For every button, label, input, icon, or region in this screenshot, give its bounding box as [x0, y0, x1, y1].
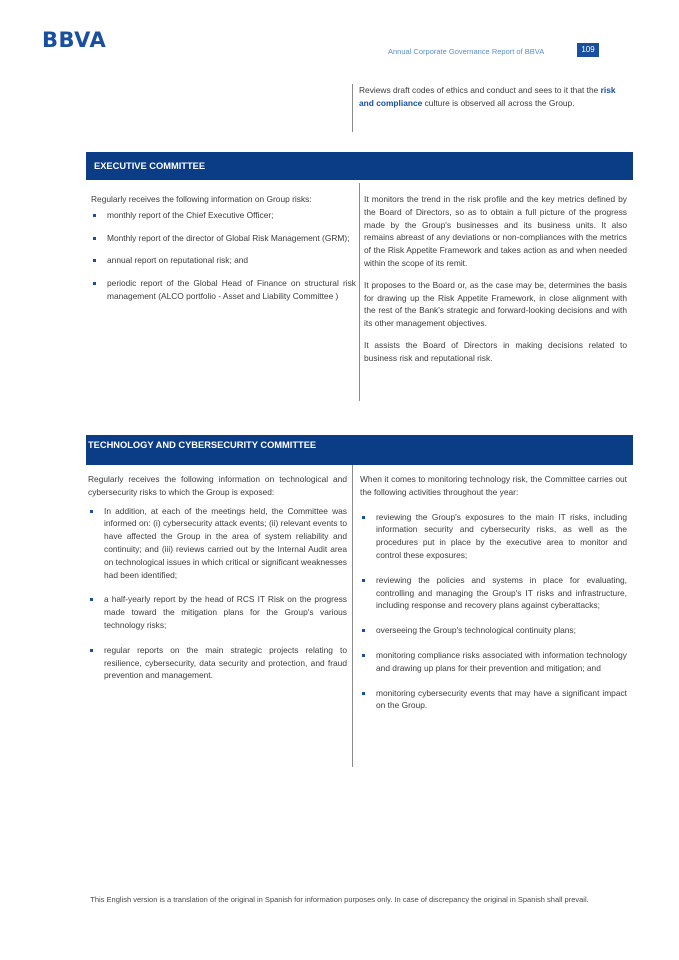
technology-right-intro: When it comes to monitoring technology risk, the Committee carries out the following activities throughout the year:: [360, 474, 627, 497]
executive-left-column: [91, 193, 356, 303]
list-item: monitoring compliance risks associated with information technology and drawing up plans for their prevention and mitigation; and: [360, 649, 627, 675]
footer-disclaimer: This English version is a translation of the original in Spanish for information purposes only. In case of discrepancy the original in Spanish shall prevail.: [90, 895, 589, 904]
list-item: overseeing the Group's technological continuity plans;: [360, 624, 627, 637]
list-item: monthly report of the Chief Executive Officer;: [91, 209, 356, 222]
list-item: reviewing the policies and systems in place for evaluating, controlling and managing the Group's IT risks and infrastructure, including response and recovery plans against cyberattacks;: [360, 574, 627, 612]
technology-column-divider: [352, 465, 353, 767]
report-title: Annual Corporate Governance Report of BBVA: [388, 47, 545, 56]
list-item: annual report on reputational risk; and: [91, 254, 356, 267]
list-item: monitoring cybersecurity events that may have a significant impact on the Group.: [360, 687, 627, 713]
technology-right-list: [360, 511, 627, 713]
intro-highlight: risk and compliance: [359, 85, 616, 109]
intro-paragraph: [352, 84, 617, 132]
page-number: 109: [577, 43, 599, 57]
list-item: Monthly report of the director of Global Risk Management (GRM);: [91, 232, 356, 245]
list-item: a half-yearly report by the head of RCS IT Risk on the progress made toward the mitigation plans for the Group's various technology risks;: [88, 593, 347, 631]
intro-text-after: culture is observed all across the Group.: [422, 98, 575, 109]
executive-right-paragraph: It proposes to the Board or, as the case may be, determines the basis for drawing up the Risk Appetite Framework, in close alignment with the rest of the Bank's strategic and forward-looking decisions and with its other management objectives.: [364, 279, 627, 329]
list-item: reviewing the Group's exposures to the main IT risks, including information security and cybersecurity risks, as well as the procedures put in place by the executive area to monitor and control these exposures;: [360, 511, 627, 562]
technology-committee-heading: TECHNOLOGY AND CYBERSECURITY COMMITTEE: [86, 435, 633, 465]
executive-right-column: [364, 193, 627, 365]
list-item: In addition, at each of the meetings held, the Committee was informed on: (i) cybersecurity attack events; (ii) relevant events to have affected the Group in the area of system reliability and continuity; and (iii) reviews carried out by the Internal Audit area on technological issues in which critical or significant weaknesses had been identified;: [88, 505, 347, 582]
technology-left-column: [88, 473, 347, 682]
intro-text-before: Reviews draft codes of ethics and conduct and sees to it that the: [359, 85, 601, 95]
executive-right-paragraph: It monitors the trend in the risk profile and the key metrics defined by the Board of Directors, so as to obtain a full picture of the progress made by the Group's businesses and its business units. It also remains abreast of any deviations or non-compliances with the metrics of the Risk Appetite Framework and takes action as and when needed within the scope of its remit.: [364, 194, 627, 268]
list-item: periodic report of the Global Head of Finance on structural risk management (ALCO portfolio - Asset and Liability Committee ): [91, 277, 356, 303]
technology-left-intro: Regularly receives the following information on technological and cybersecurity risks to which the Group is exposed:: [88, 474, 347, 497]
bbva-logo: BBVA: [42, 28, 107, 52]
executive-column-divider: [359, 183, 360, 401]
executive-left-intro: Regularly receives the following information on Group risks:: [91, 194, 312, 204]
executive-left-list: [91, 209, 356, 303]
technology-right-column: [360, 473, 627, 712]
executive-committee-heading: EXECUTIVE COMMITTEE: [86, 152, 633, 180]
technology-left-list: [88, 505, 347, 683]
list-item: regular reports on the main strategic projects relating to resilience, cybersecurity, data security and protection, and fraud prevention and management.: [88, 644, 347, 682]
executive-right-paragraph: It assists the Board of Directors in making decisions related to business risk and reputational risk.: [364, 339, 627, 363]
